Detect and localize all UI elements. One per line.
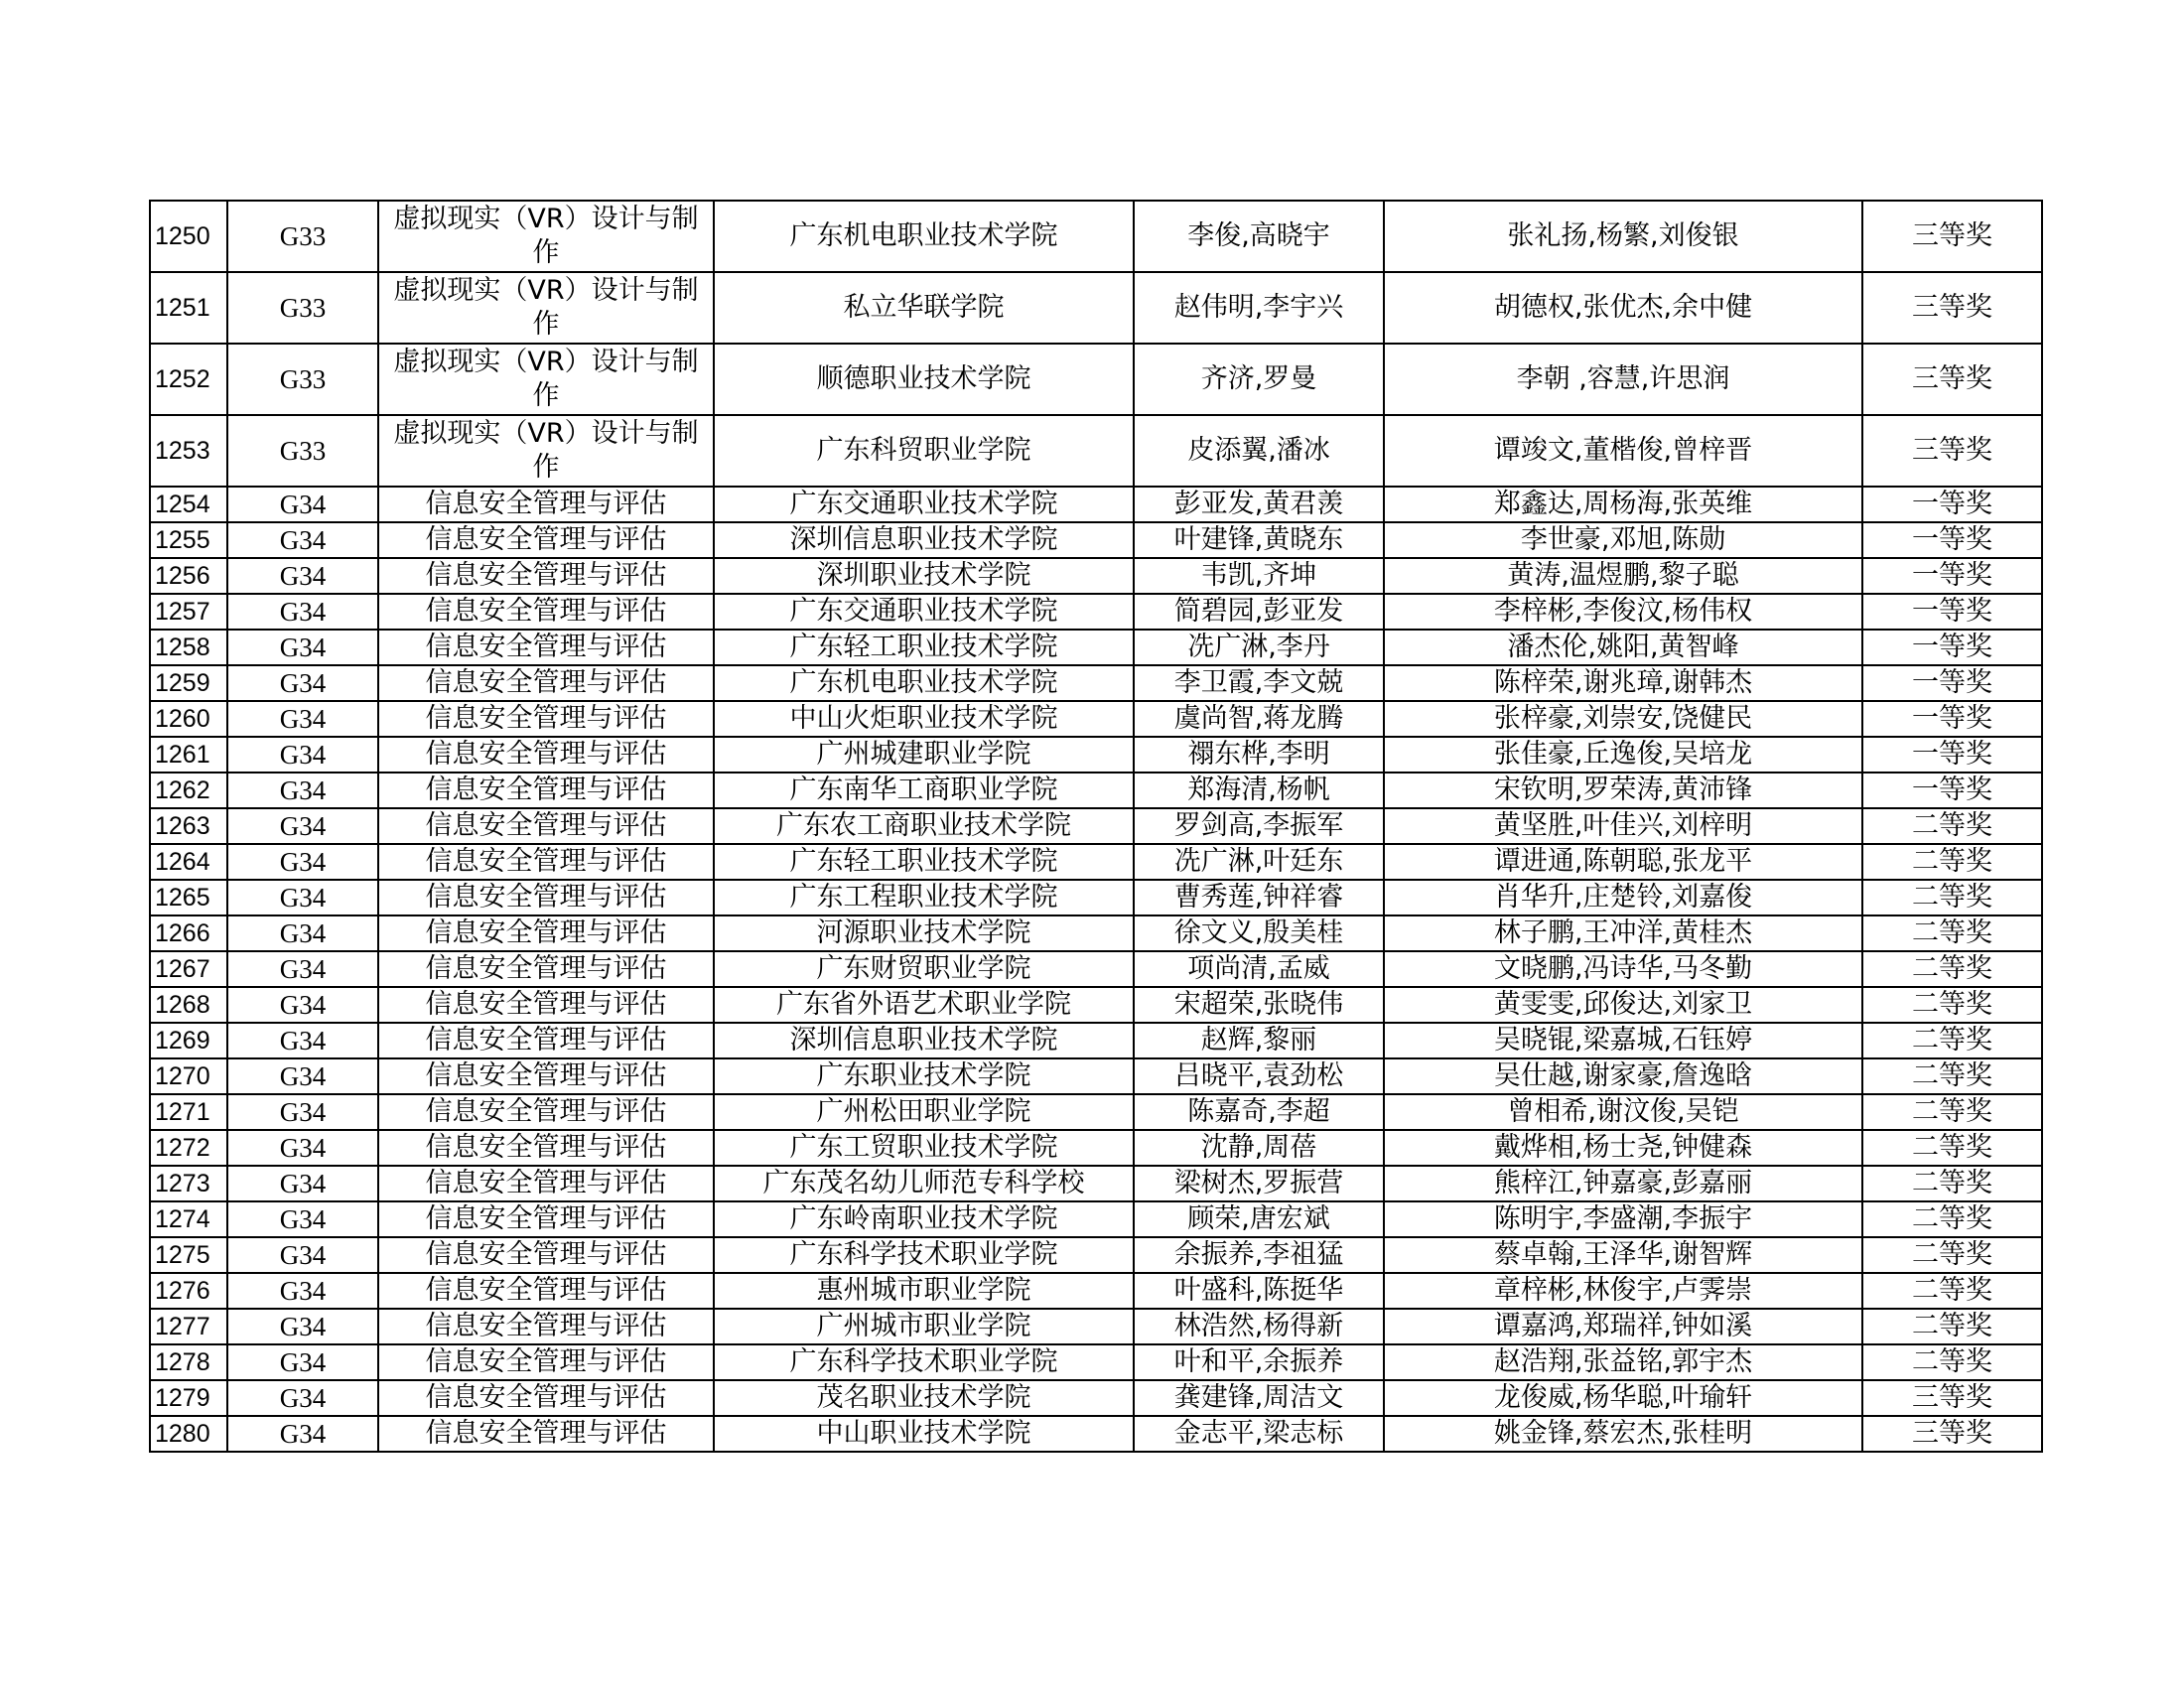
students-cell: 宋钦明,罗荣涛,黄沛锋 bbox=[1384, 773, 1862, 808]
award-cell: 三等奖 bbox=[1862, 1380, 2042, 1416]
students-cell: 肖华升,庄楚铃,刘嘉俊 bbox=[1384, 880, 1862, 915]
teachers-cell: 郑海清,杨帆 bbox=[1134, 773, 1384, 808]
table-row bbox=[150, 665, 2042, 701]
students-cell: 潘杰伦,姚阳,黄智峰 bbox=[1384, 630, 1862, 665]
event-name-cell: 信息安全管理与评估 bbox=[378, 1166, 714, 1201]
table-row bbox=[150, 1380, 2042, 1416]
school-cell: 广州城建职业学院 bbox=[714, 737, 1134, 773]
teachers-cell: 徐文义,殷美桂 bbox=[1134, 915, 1384, 951]
school-cell: 广东科学技术职业学院 bbox=[714, 1344, 1134, 1380]
award-cell: 一等奖 bbox=[1862, 522, 2042, 558]
event-name-cell: 虚拟现实（VR）设计与制作 bbox=[378, 344, 714, 415]
award-cell: 一等奖 bbox=[1862, 737, 2042, 773]
row-number-cell: 1275 bbox=[150, 1237, 227, 1273]
students-cell: 曾相希,谢汶俊,吴铠 bbox=[1384, 1094, 1862, 1130]
students-cell: 胡德权,张优杰,余中健 bbox=[1384, 272, 1862, 344]
table-row bbox=[150, 1166, 2042, 1201]
row-number-cell: 1272 bbox=[150, 1130, 227, 1166]
school-cell: 广州城市职业学院 bbox=[714, 1309, 1134, 1344]
row-number-cell: 1264 bbox=[150, 844, 227, 880]
students-cell: 熊梓江,钟嘉豪,彭嘉丽 bbox=[1384, 1166, 1862, 1201]
school-cell: 惠州城市职业学院 bbox=[714, 1273, 1134, 1309]
school-cell: 广东交通职业技术学院 bbox=[714, 487, 1134, 522]
table-row bbox=[150, 522, 2042, 558]
students-cell: 黄坚胜,叶佳兴,刘梓明 bbox=[1384, 808, 1862, 844]
school-cell: 顺德职业技术学院 bbox=[714, 344, 1134, 415]
table-row bbox=[150, 1058, 2042, 1094]
students-cell: 郑鑫达,周杨海,张英维 bbox=[1384, 487, 1862, 522]
event-name-cell: 信息安全管理与评估 bbox=[378, 773, 714, 808]
event-name-cell: 信息安全管理与评估 bbox=[378, 522, 714, 558]
teachers-cell: 禤东桦,李明 bbox=[1134, 737, 1384, 773]
award-cell: 二等奖 bbox=[1862, 1237, 2042, 1273]
teachers-cell: 林浩然,杨得新 bbox=[1134, 1309, 1384, 1344]
teachers-cell: 冼广淋,叶廷东 bbox=[1134, 844, 1384, 880]
teachers-cell: 赵辉,黎丽 bbox=[1134, 1023, 1384, 1058]
school-cell: 茂名职业技术学院 bbox=[714, 1380, 1134, 1416]
event-name-cell: 信息安全管理与评估 bbox=[378, 808, 714, 844]
award-cell: 三等奖 bbox=[1862, 1416, 2042, 1452]
teachers-cell: 李卫霞,李文兢 bbox=[1134, 665, 1384, 701]
table-row bbox=[150, 1309, 2042, 1344]
school-cell: 广东科贸职业学院 bbox=[714, 415, 1134, 487]
row-number-cell: 1263 bbox=[150, 808, 227, 844]
event-name-cell: 信息安全管理与评估 bbox=[378, 1273, 714, 1309]
students-cell: 蔡卓翰,王泽华,谢智辉 bbox=[1384, 1237, 1862, 1273]
school-cell: 广东工程职业技术学院 bbox=[714, 880, 1134, 915]
teachers-cell: 赵伟明,李宇兴 bbox=[1134, 272, 1384, 344]
table-row bbox=[150, 915, 2042, 951]
table-row bbox=[150, 808, 2042, 844]
school-cell: 广东机电职业技术学院 bbox=[714, 665, 1134, 701]
award-cell: 二等奖 bbox=[1862, 951, 2042, 987]
table-row bbox=[150, 844, 2042, 880]
event-name-cell: 信息安全管理与评估 bbox=[378, 844, 714, 880]
table-row bbox=[150, 344, 2042, 415]
students-cell: 姚金锋,蔡宏杰,张桂明 bbox=[1384, 1416, 1862, 1452]
school-cell: 广东农工商职业技术学院 bbox=[714, 808, 1134, 844]
table-row bbox=[150, 201, 2042, 272]
event-code-cell: G34 bbox=[227, 1130, 378, 1166]
event-code-cell: G34 bbox=[227, 630, 378, 665]
event-name-cell: 信息安全管理与评估 bbox=[378, 1094, 714, 1130]
teachers-cell: 冼广淋,李丹 bbox=[1134, 630, 1384, 665]
school-cell: 广东茂名幼儿师范专科学校 bbox=[714, 1166, 1134, 1201]
students-cell: 谭竣文,董楷俊,曾梓晋 bbox=[1384, 415, 1862, 487]
students-cell: 文晓鹏,冯诗华,马冬勤 bbox=[1384, 951, 1862, 987]
event-code-cell: G34 bbox=[227, 1166, 378, 1201]
teachers-cell: 罗剑高,李振军 bbox=[1134, 808, 1384, 844]
school-cell: 深圳信息职业技术学院 bbox=[714, 1023, 1134, 1058]
event-name-cell: 信息安全管理与评估 bbox=[378, 1309, 714, 1344]
table-row bbox=[150, 1201, 2042, 1237]
row-number-cell: 1266 bbox=[150, 915, 227, 951]
event-name-cell: 信息安全管理与评估 bbox=[378, 701, 714, 737]
teachers-cell: 沈静,周蓓 bbox=[1134, 1130, 1384, 1166]
event-name-cell: 信息安全管理与评估 bbox=[378, 665, 714, 701]
school-cell: 广东南华工商职业学院 bbox=[714, 773, 1134, 808]
award-cell: 二等奖 bbox=[1862, 915, 2042, 951]
table-row bbox=[150, 487, 2042, 522]
award-cell: 一等奖 bbox=[1862, 630, 2042, 665]
event-code-cell: G34 bbox=[227, 522, 378, 558]
event-code-cell: G33 bbox=[227, 415, 378, 487]
row-number-cell: 1261 bbox=[150, 737, 227, 773]
teachers-cell: 吕晓平,袁劲松 bbox=[1134, 1058, 1384, 1094]
school-cell: 广东财贸职业学院 bbox=[714, 951, 1134, 987]
event-name-cell: 信息安全管理与评估 bbox=[378, 630, 714, 665]
teachers-cell: 龚建锋,周洁文 bbox=[1134, 1380, 1384, 1416]
row-number-cell: 1273 bbox=[150, 1166, 227, 1201]
event-name-cell: 信息安全管理与评估 bbox=[378, 1237, 714, 1273]
table-row bbox=[150, 1094, 2042, 1130]
event-code-cell: G34 bbox=[227, 773, 378, 808]
award-cell: 二等奖 bbox=[1862, 1166, 2042, 1201]
event-code-cell: G34 bbox=[227, 558, 378, 594]
table-row bbox=[150, 558, 2042, 594]
row-number-cell: 1271 bbox=[150, 1094, 227, 1130]
row-number-cell: 1277 bbox=[150, 1309, 227, 1344]
award-cell: 一等奖 bbox=[1862, 558, 2042, 594]
event-code-cell: G34 bbox=[227, 487, 378, 522]
event-name-cell: 信息安全管理与评估 bbox=[378, 951, 714, 987]
event-name-cell: 虚拟现实（VR）设计与制作 bbox=[378, 201, 714, 272]
event-name-cell: 信息安全管理与评估 bbox=[378, 487, 714, 522]
table-row bbox=[150, 737, 2042, 773]
table-row bbox=[150, 1416, 2042, 1452]
event-code-cell: G34 bbox=[227, 915, 378, 951]
award-cell: 二等奖 bbox=[1862, 1309, 2042, 1344]
event-code-cell: G34 bbox=[227, 1023, 378, 1058]
teachers-cell: 梁树杰,罗振营 bbox=[1134, 1166, 1384, 1201]
table-row bbox=[150, 1130, 2042, 1166]
row-number-cell: 1274 bbox=[150, 1201, 227, 1237]
school-cell: 广东职业技术学院 bbox=[714, 1058, 1134, 1094]
event-name-cell: 信息安全管理与评估 bbox=[378, 987, 714, 1023]
event-code-cell: G33 bbox=[227, 201, 378, 272]
school-cell: 私立华联学院 bbox=[714, 272, 1134, 344]
award-cell: 二等奖 bbox=[1862, 987, 2042, 1023]
row-number-cell: 1250 bbox=[150, 201, 227, 272]
row-number-cell: 1259 bbox=[150, 665, 227, 701]
table-row bbox=[150, 880, 2042, 915]
students-cell: 李世豪,邓旭,陈勋 bbox=[1384, 522, 1862, 558]
results-table bbox=[149, 200, 2043, 1453]
students-cell: 张礼扬,杨繁,刘俊银 bbox=[1384, 201, 1862, 272]
award-cell: 二等奖 bbox=[1862, 1344, 2042, 1380]
event-code-cell: G34 bbox=[227, 1201, 378, 1237]
award-cell: 一等奖 bbox=[1862, 773, 2042, 808]
event-name-cell: 信息安全管理与评估 bbox=[378, 1130, 714, 1166]
row-number-cell: 1270 bbox=[150, 1058, 227, 1094]
event-name-cell: 虚拟现实（VR）设计与制作 bbox=[378, 272, 714, 344]
school-cell: 广东科学技术职业学院 bbox=[714, 1237, 1134, 1273]
teachers-cell: 彭亚发,黄君羡 bbox=[1134, 487, 1384, 522]
students-cell: 黄雯雯,邱俊达,刘家卫 bbox=[1384, 987, 1862, 1023]
event-code-cell: G34 bbox=[227, 1058, 378, 1094]
students-cell: 谭嘉鸿,郑瑞祥,钟如溪 bbox=[1384, 1309, 1862, 1344]
row-number-cell: 1255 bbox=[150, 522, 227, 558]
row-number-cell: 1276 bbox=[150, 1273, 227, 1309]
teachers-cell: 齐济,罗曼 bbox=[1134, 344, 1384, 415]
row-number-cell: 1253 bbox=[150, 415, 227, 487]
award-cell: 一等奖 bbox=[1862, 594, 2042, 630]
teachers-cell: 项尚清,孟威 bbox=[1134, 951, 1384, 987]
award-cell: 二等奖 bbox=[1862, 1058, 2042, 1094]
event-code-cell: G34 bbox=[227, 1344, 378, 1380]
event-code-cell: G34 bbox=[227, 844, 378, 880]
school-cell: 河源职业技术学院 bbox=[714, 915, 1134, 951]
award-cell: 一等奖 bbox=[1862, 701, 2042, 737]
school-cell: 中山火炬职业技术学院 bbox=[714, 701, 1134, 737]
row-number-cell: 1258 bbox=[150, 630, 227, 665]
table-row bbox=[150, 1273, 2042, 1309]
row-number-cell: 1260 bbox=[150, 701, 227, 737]
row-number-cell: 1251 bbox=[150, 272, 227, 344]
teachers-cell: 宋超荣,张晓伟 bbox=[1134, 987, 1384, 1023]
event-name-cell: 信息安全管理与评估 bbox=[378, 1380, 714, 1416]
event-code-cell: G34 bbox=[227, 987, 378, 1023]
students-cell: 张佳豪,丘逸俊,吴培龙 bbox=[1384, 737, 1862, 773]
event-name-cell: 信息安全管理与评估 bbox=[378, 1416, 714, 1452]
school-cell: 广东工贸职业技术学院 bbox=[714, 1130, 1134, 1166]
school-cell: 广东交通职业技术学院 bbox=[714, 594, 1134, 630]
table-row bbox=[150, 951, 2042, 987]
event-name-cell: 信息安全管理与评估 bbox=[378, 737, 714, 773]
event-name-cell: 信息安全管理与评估 bbox=[378, 1058, 714, 1094]
students-cell: 赵浩翔,张益铭,郭宇杰 bbox=[1384, 1344, 1862, 1380]
school-cell: 广东轻工职业技术学院 bbox=[714, 630, 1134, 665]
event-code-cell: G33 bbox=[227, 344, 378, 415]
teachers-cell: 虞尚智,蒋龙腾 bbox=[1134, 701, 1384, 737]
row-number-cell: 1254 bbox=[150, 487, 227, 522]
table-row bbox=[150, 415, 2042, 487]
event-name-cell: 信息安全管理与评估 bbox=[378, 558, 714, 594]
row-number-cell: 1252 bbox=[150, 344, 227, 415]
students-cell: 李梓彬,李俊汶,杨伟权 bbox=[1384, 594, 1862, 630]
award-cell: 三等奖 bbox=[1862, 344, 2042, 415]
school-cell: 广东机电职业技术学院 bbox=[714, 201, 1134, 272]
students-cell: 戴烨相,杨士尧,钟健森 bbox=[1384, 1130, 1862, 1166]
event-code-cell: G34 bbox=[227, 808, 378, 844]
students-cell: 林子鹏,王冲洋,黄桂杰 bbox=[1384, 915, 1862, 951]
school-cell: 广东岭南职业技术学院 bbox=[714, 1201, 1134, 1237]
event-code-cell: G34 bbox=[227, 1273, 378, 1309]
teachers-cell: 叶盛科,陈挺华 bbox=[1134, 1273, 1384, 1309]
teachers-cell: 曹秀莲,钟祥睿 bbox=[1134, 880, 1384, 915]
event-name-cell: 信息安全管理与评估 bbox=[378, 1344, 714, 1380]
teachers-cell: 顾荣,唐宏斌 bbox=[1134, 1201, 1384, 1237]
row-number-cell: 1268 bbox=[150, 987, 227, 1023]
teachers-cell: 简碧园,彭亚发 bbox=[1134, 594, 1384, 630]
row-number-cell: 1265 bbox=[150, 880, 227, 915]
teachers-cell: 余振养,李祖猛 bbox=[1134, 1237, 1384, 1273]
teachers-cell: 陈嘉奇,李超 bbox=[1134, 1094, 1384, 1130]
table-row bbox=[150, 773, 2042, 808]
table-row bbox=[150, 1023, 2042, 1058]
row-number-cell: 1278 bbox=[150, 1344, 227, 1380]
teachers-cell: 李俊,高晓宇 bbox=[1134, 201, 1384, 272]
students-cell: 吴晓锟,梁嘉城,石钰婷 bbox=[1384, 1023, 1862, 1058]
event-name-cell: 虚拟现实（VR）设计与制作 bbox=[378, 415, 714, 487]
school-cell: 广东轻工职业技术学院 bbox=[714, 844, 1134, 880]
students-cell: 龙俊威,杨华聪,叶瑜轩 bbox=[1384, 1380, 1862, 1416]
school-cell: 深圳职业技术学院 bbox=[714, 558, 1134, 594]
students-cell: 张梓豪,刘崇安,饶健民 bbox=[1384, 701, 1862, 737]
award-cell: 二等奖 bbox=[1862, 880, 2042, 915]
event-code-cell: G34 bbox=[227, 1416, 378, 1452]
event-code-cell: G34 bbox=[227, 880, 378, 915]
row-number-cell: 1257 bbox=[150, 594, 227, 630]
award-cell: 二等奖 bbox=[1862, 1094, 2042, 1130]
table-row bbox=[150, 1237, 2042, 1273]
event-code-cell: G34 bbox=[227, 1094, 378, 1130]
students-cell: 李朝 ,容慧,许思润 bbox=[1384, 344, 1862, 415]
event-code-cell: G34 bbox=[227, 1309, 378, 1344]
results-table-body bbox=[150, 201, 2042, 1452]
award-cell: 三等奖 bbox=[1862, 272, 2042, 344]
table-row bbox=[150, 1344, 2042, 1380]
students-cell: 吴仕越,谢家豪,詹逸晗 bbox=[1384, 1058, 1862, 1094]
teachers-cell: 金志平,梁志标 bbox=[1134, 1416, 1384, 1452]
award-cell: 二等奖 bbox=[1862, 1201, 2042, 1237]
table-row bbox=[150, 630, 2042, 665]
students-cell: 黄涛,温煜鹏,黎子聪 bbox=[1384, 558, 1862, 594]
teachers-cell: 韦凯,齐坤 bbox=[1134, 558, 1384, 594]
teachers-cell: 皮添翼,潘冰 bbox=[1134, 415, 1384, 487]
event-name-cell: 信息安全管理与评估 bbox=[378, 594, 714, 630]
table-row bbox=[150, 987, 2042, 1023]
event-name-cell: 信息安全管理与评估 bbox=[378, 1201, 714, 1237]
event-name-cell: 信息安全管理与评估 bbox=[378, 880, 714, 915]
row-number-cell: 1267 bbox=[150, 951, 227, 987]
award-cell: 二等奖 bbox=[1862, 1273, 2042, 1309]
row-number-cell: 1256 bbox=[150, 558, 227, 594]
table-row bbox=[150, 701, 2042, 737]
row-number-cell: 1280 bbox=[150, 1416, 227, 1452]
event-code-cell: G34 bbox=[227, 701, 378, 737]
award-cell: 一等奖 bbox=[1862, 487, 2042, 522]
event-code-cell: G34 bbox=[227, 594, 378, 630]
event-code-cell: G34 bbox=[227, 951, 378, 987]
table-row bbox=[150, 594, 2042, 630]
event-name-cell: 信息安全管理与评估 bbox=[378, 1023, 714, 1058]
row-number-cell: 1279 bbox=[150, 1380, 227, 1416]
row-number-cell: 1269 bbox=[150, 1023, 227, 1058]
award-cell: 一等奖 bbox=[1862, 665, 2042, 701]
event-code-cell: G33 bbox=[227, 272, 378, 344]
students-cell: 陈明宇,李盛潮,李振宇 bbox=[1384, 1201, 1862, 1237]
award-cell: 三等奖 bbox=[1862, 415, 2042, 487]
school-cell: 广东省外语艺术职业学院 bbox=[714, 987, 1134, 1023]
students-cell: 谭进通,陈朝聪,张龙平 bbox=[1384, 844, 1862, 880]
school-cell: 深圳信息职业技术学院 bbox=[714, 522, 1134, 558]
table-row bbox=[150, 272, 2042, 344]
teachers-cell: 叶建锋,黄晓东 bbox=[1134, 522, 1384, 558]
row-number-cell: 1262 bbox=[150, 773, 227, 808]
award-cell: 二等奖 bbox=[1862, 1130, 2042, 1166]
school-cell: 广州松田职业学院 bbox=[714, 1094, 1134, 1130]
award-cell: 二等奖 bbox=[1862, 844, 2042, 880]
event-code-cell: G34 bbox=[227, 737, 378, 773]
students-cell: 章梓彬,林俊宇,卢霁崇 bbox=[1384, 1273, 1862, 1309]
event-name-cell: 信息安全管理与评估 bbox=[378, 915, 714, 951]
award-cell: 二等奖 bbox=[1862, 808, 2042, 844]
event-code-cell: G34 bbox=[227, 1237, 378, 1273]
award-cell: 三等奖 bbox=[1862, 201, 2042, 272]
school-cell: 中山职业技术学院 bbox=[714, 1416, 1134, 1452]
event-code-cell: G34 bbox=[227, 665, 378, 701]
students-cell: 陈梓荣,谢兆璋,谢韩杰 bbox=[1384, 665, 1862, 701]
award-cell: 二等奖 bbox=[1862, 1023, 2042, 1058]
teachers-cell: 叶和平,余振养 bbox=[1134, 1344, 1384, 1380]
event-code-cell: G34 bbox=[227, 1380, 378, 1416]
